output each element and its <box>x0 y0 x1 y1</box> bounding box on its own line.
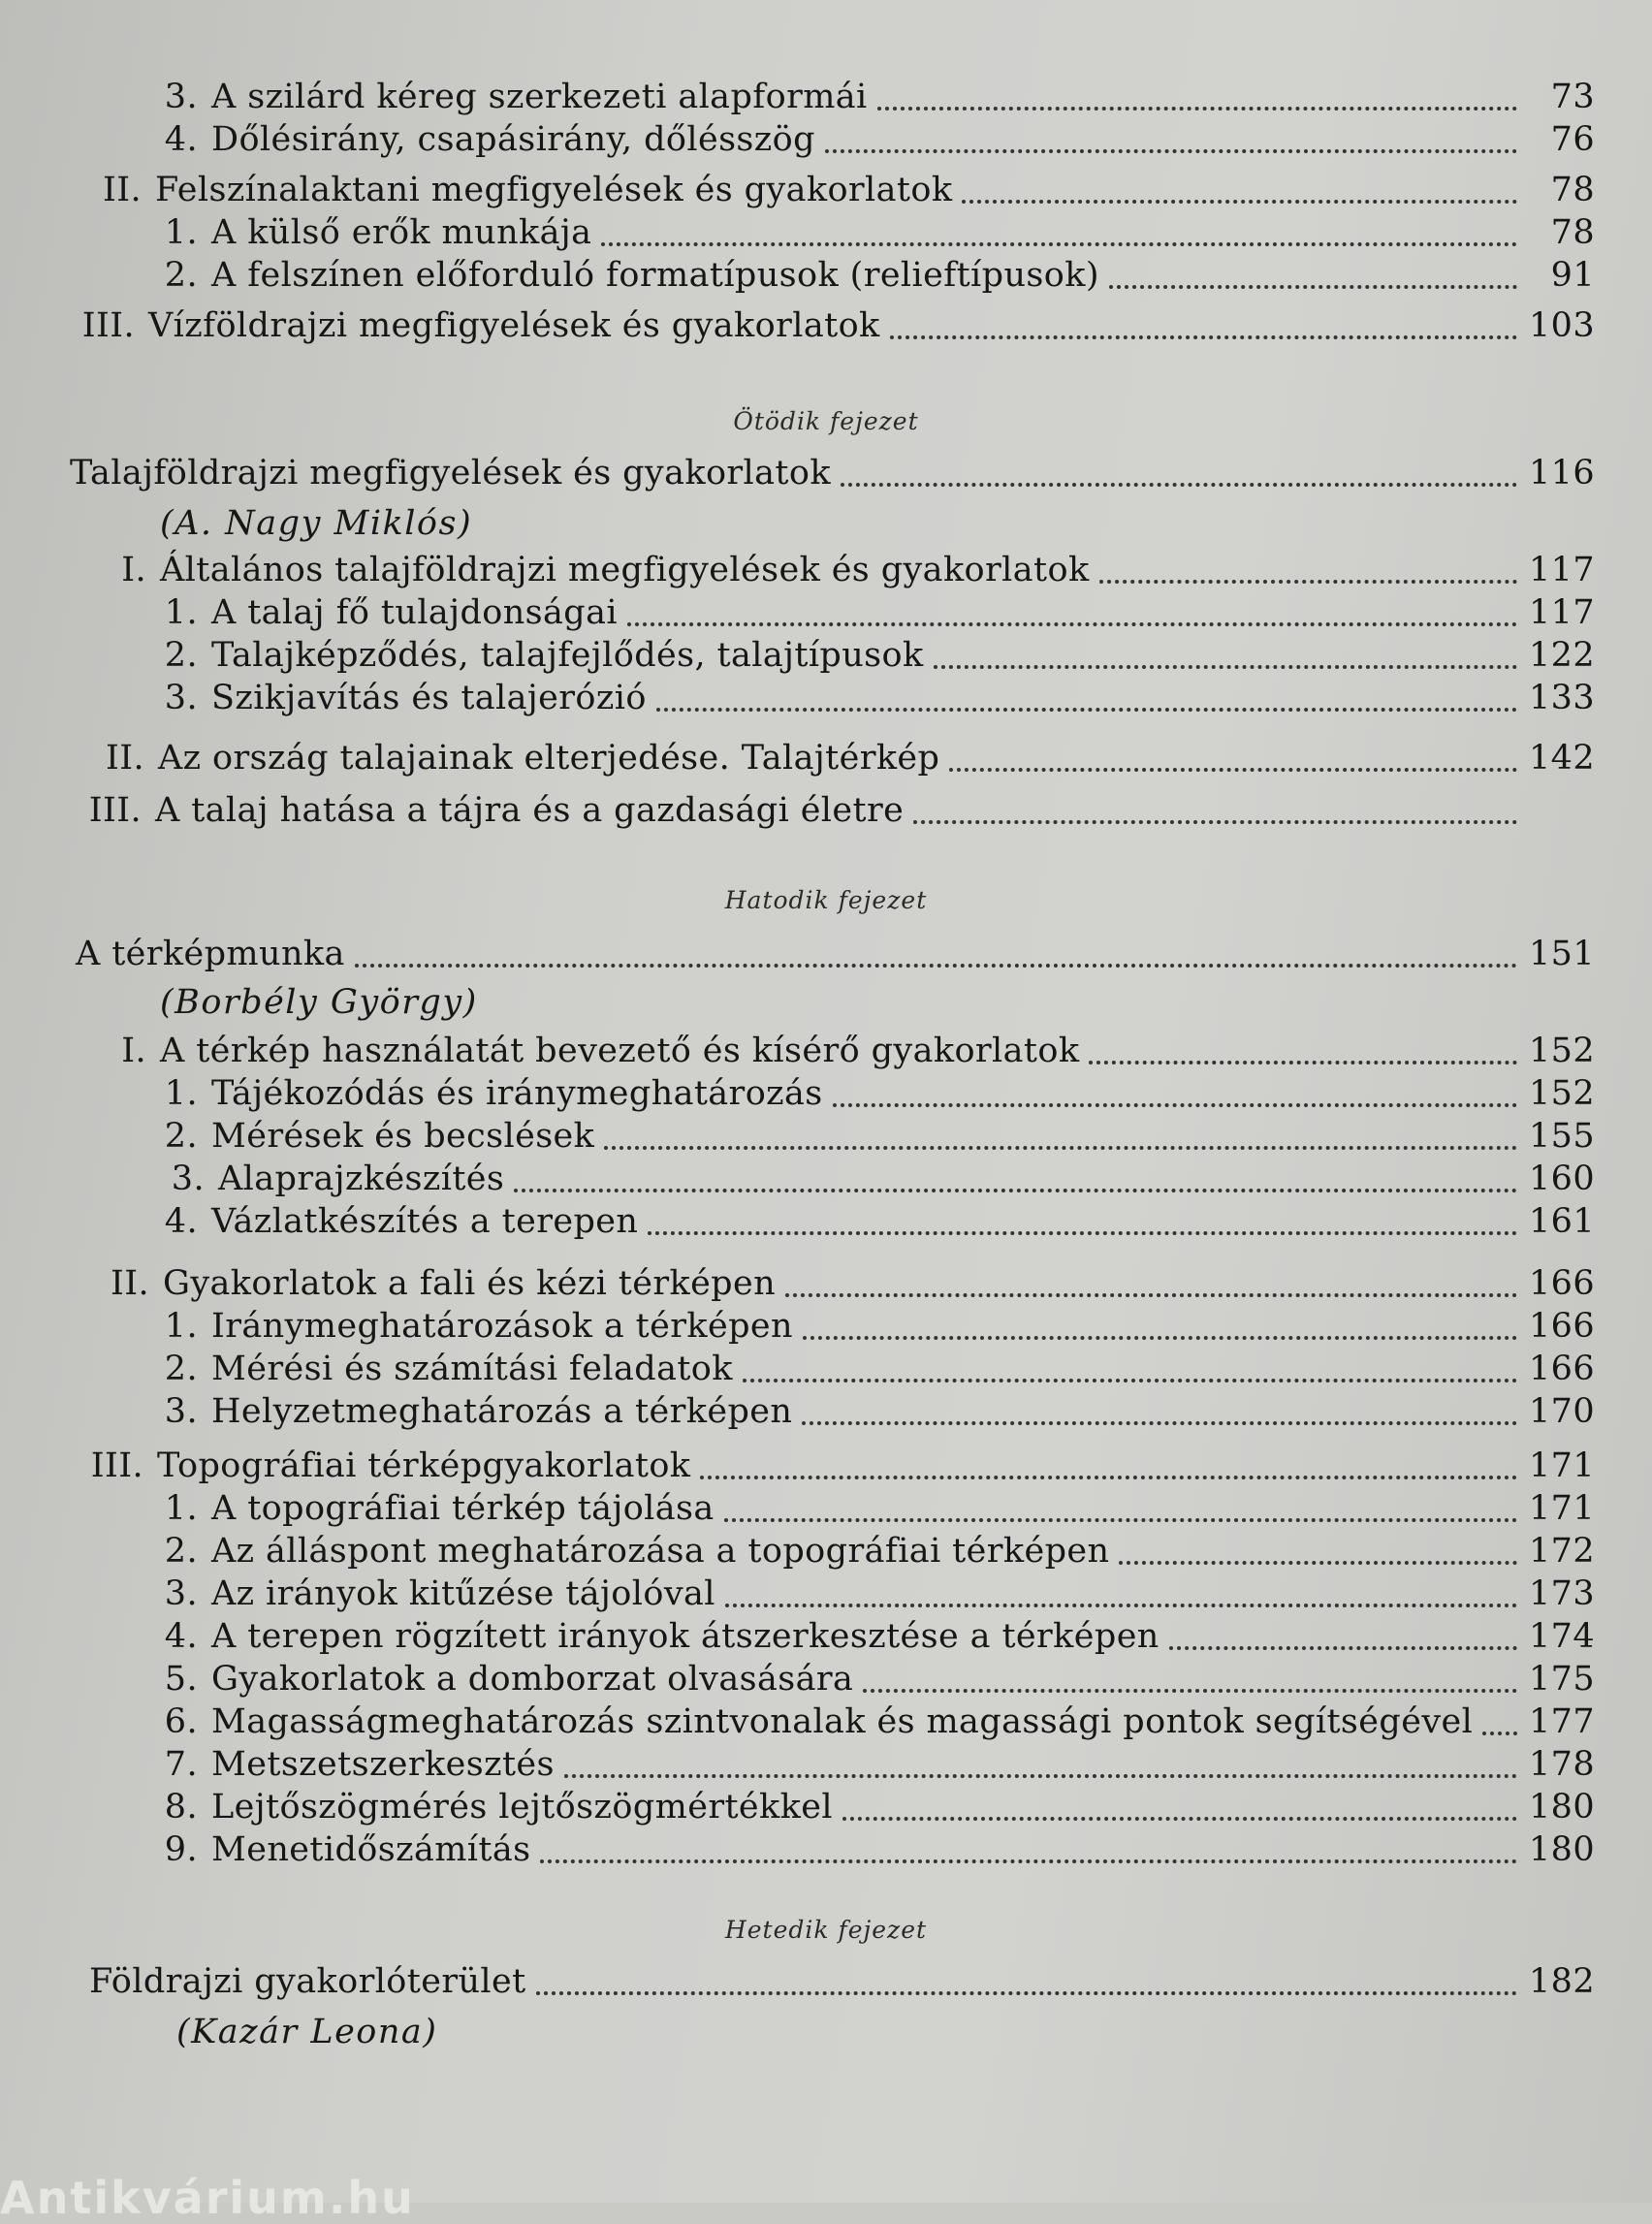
leader-dots <box>648 1231 1517 1235</box>
toc-entry <box>140 1392 1595 1435</box>
entry-title: Talajföldrajzi megfigyelések és gyakorlatok <box>70 454 831 492</box>
entry-page-number: 91 <box>1550 256 1595 295</box>
entry-number: 7. <box>164 1745 198 1784</box>
toc-entry <box>140 679 1595 721</box>
leader-dots <box>725 1604 1517 1607</box>
toc-entry <box>49 171 1595 213</box>
entry-number: 1. <box>164 1307 198 1346</box>
entry-number: 6. <box>164 1702 198 1741</box>
entry-title: Alaprajzkészítés <box>218 1160 505 1198</box>
entry-page-number: 178 <box>1528 1745 1595 1784</box>
entry-page-number: 171 <box>1528 1489 1595 1528</box>
toc-entry <box>60 1446 1595 1489</box>
leader-dots <box>1089 1061 1517 1064</box>
entry-title: Vázlatkészítés a terepen <box>211 1202 639 1241</box>
entry-number: 1. <box>164 1074 198 1113</box>
entry-title: Tájékozódás és iránymeghatározás <box>211 1074 823 1113</box>
entry-number: 2. <box>164 256 198 295</box>
entry-page-number: 175 <box>1528 1660 1595 1699</box>
author-name: (A. Nagy Miklós) <box>160 504 473 543</box>
toc-entry <box>140 1074 1595 1117</box>
entry-title: Felszínalaktani megfigyelések és gyakorlatok <box>155 171 953 209</box>
toc-entry <box>79 551 1595 593</box>
entry-page-number: 171 <box>1528 1446 1595 1485</box>
entry-page-number: 177 <box>1528 1702 1595 1741</box>
entry-page-number: 166 <box>1528 1307 1595 1346</box>
entry-number: 5. <box>164 1660 198 1699</box>
leader-dots <box>877 107 1517 111</box>
entry-page-number: 117 <box>1528 593 1595 632</box>
watermark: Antikvárium.hu <box>0 2172 415 2224</box>
entry-title: Gyakorlatok a domborzat olvasására <box>211 1660 854 1699</box>
toc-entry <box>140 636 1595 679</box>
chapter-heading: Ötödik fejezet <box>733 407 919 435</box>
toc-entry <box>49 791 1595 834</box>
entry-number: I. <box>121 551 146 589</box>
entry-number: 3. <box>164 78 198 116</box>
entry-page-number: 166 <box>1528 1264 1595 1303</box>
entry-title: A szilárd kéreg szerkezeti alapformái <box>211 78 868 116</box>
entry-number: II. <box>111 1264 149 1303</box>
entry-page-number: 152 <box>1528 1032 1595 1070</box>
entry-page-number: 161 <box>1528 1202 1595 1241</box>
toc-entry <box>140 593 1595 636</box>
entry-number: 4. <box>164 1202 198 1241</box>
entry-page-number: 116 <box>1528 454 1595 492</box>
leader-dots <box>962 200 1517 204</box>
entry-title: A külső erők munkája <box>211 213 592 252</box>
entry-number: 1. <box>164 1489 198 1528</box>
toc-entry <box>140 256 1595 299</box>
entry-number: 3. <box>164 1392 198 1431</box>
toc-entry <box>140 1617 1595 1660</box>
entry-page-number: 151 <box>1528 935 1595 973</box>
toc-entry <box>140 1307 1595 1350</box>
leader-dots <box>842 1817 1517 1821</box>
entry-number: 2. <box>164 636 198 675</box>
leader-dots <box>514 1189 1517 1192</box>
toc-entry <box>140 1117 1595 1160</box>
entry-title: Topográfiai térképgyakorlatok <box>157 1446 691 1485</box>
toc-entry <box>140 1350 1595 1392</box>
toc-entry <box>140 1702 1595 1745</box>
entry-page-number: 78 <box>1550 171 1595 209</box>
toc-entry <box>81 1264 1595 1307</box>
entry-title: Gyakorlatok a fali és kézi térképen <box>163 1264 777 1303</box>
leader-dots <box>890 335 1517 339</box>
entry-title: Helyzetmeghatározás a térképen <box>211 1392 793 1431</box>
entry-title: A felszínen előforduló formatípusok (relieftípusok) <box>211 256 1099 295</box>
toc-entry <box>146 1160 1595 1202</box>
toc-main-entry <box>70 454 1595 496</box>
entry-number: 4. <box>164 120 198 159</box>
entry-title: Mérések és becslések <box>211 1117 595 1156</box>
entry-number: 3. <box>164 679 198 717</box>
leader-dots <box>564 1774 1517 1778</box>
entry-number: 1. <box>164 593 198 632</box>
leader-dots <box>863 1689 1517 1693</box>
entry-page-number: 103 <box>1528 306 1595 345</box>
toc-main-entry <box>89 1962 1595 2005</box>
entry-title: Földrajzi gyakorlóterület <box>89 1962 526 2001</box>
toc-entry <box>140 78 1595 120</box>
leader-dots <box>724 1518 1517 1522</box>
leader-dots <box>743 1379 1517 1382</box>
toc-entry <box>49 306 1595 349</box>
entry-title: Mérési és számítási feladatok <box>211 1350 733 1388</box>
entry-title: Iránymeghatározások a térképen <box>211 1307 793 1346</box>
entry-title: Menetidőszámítás <box>211 1830 531 1869</box>
entry-title: A térképmunka <box>76 935 345 973</box>
entry-title: Talajképződés, talajfejlődés, talajtípusok <box>211 636 924 675</box>
toc-entry <box>140 1489 1595 1532</box>
author-name: (Kazár Leona) <box>176 2013 438 2051</box>
entry-page-number: 180 <box>1528 1788 1595 1827</box>
toc-entry <box>140 1745 1595 1788</box>
leader-dots <box>841 483 1517 487</box>
toc-entry <box>140 213 1595 256</box>
leader-dots <box>825 149 1517 153</box>
toc-entry <box>69 739 1595 781</box>
leader-dots <box>627 622 1517 626</box>
entry-page-number: 152 <box>1528 1074 1595 1113</box>
leader-dots <box>949 768 1517 772</box>
leader-dots <box>785 1293 1517 1297</box>
leader-dots <box>656 708 1517 712</box>
toc-entry <box>140 1574 1595 1617</box>
toc-entry <box>140 1202 1595 1245</box>
entry-title: Vízföldrajzi megfigyelések és gyakorlatok <box>148 306 880 345</box>
entry-page-number: 182 <box>1528 1962 1595 2001</box>
entry-number: 9. <box>164 1830 198 1869</box>
leader-dots <box>355 964 1517 968</box>
entry-number: 2. <box>164 1350 198 1388</box>
leader-dots <box>934 665 1517 669</box>
toc-entry <box>88 1032 1595 1074</box>
entry-number: 4. <box>164 1617 198 1656</box>
entry-page-number: 160 <box>1528 1160 1595 1198</box>
entry-page-number: 76 <box>1550 120 1595 159</box>
toc-entry <box>140 1660 1595 1702</box>
entry-title: Magasságmeghatározás szintvonalak és magassági pontok segítségével <box>211 1702 1474 1741</box>
entry-title: A térkép használatát bevezető és kísérő gyakorlatok <box>160 1032 1080 1070</box>
entry-number: 3. <box>171 1160 205 1198</box>
leader-dots <box>604 1146 1517 1150</box>
entry-page-number: 117 <box>1528 551 1595 589</box>
entry-page-number: 172 <box>1528 1532 1595 1571</box>
entry-page-number: 170 <box>1528 1392 1595 1431</box>
entry-title: Lejtőszögmérés lejtőszögmértékkel <box>211 1788 833 1827</box>
entry-title: Dőlésirány, csapásirány, dőlésszög <box>211 120 815 159</box>
entry-page-number: 174 <box>1528 1617 1595 1656</box>
entry-number: 1. <box>164 213 198 252</box>
author-name: (Borbély György) <box>160 983 478 1022</box>
entry-page-number: 78 <box>1550 213 1595 252</box>
entry-title: Az álláspont meghatározása a topográfiai térképen <box>211 1532 1110 1571</box>
entry-page-number: 166 <box>1528 1350 1595 1388</box>
leader-dots <box>601 242 1517 246</box>
chapter-heading: Hetedik fejezet <box>724 1916 928 1944</box>
toc-entry <box>140 120 1595 163</box>
leader-dots <box>802 1421 1517 1425</box>
entry-page-number: 173 <box>1528 1574 1595 1613</box>
entry-page-number: 122 <box>1528 636 1595 675</box>
entry-number: I. <box>121 1032 146 1070</box>
leader-dots <box>1169 1646 1517 1650</box>
entry-number: II. <box>106 739 144 778</box>
entry-title: Az irányok kitűzése tájolóval <box>211 1574 715 1613</box>
entry-title: A terepen rögzített irányok átszerkesztése a térképen <box>211 1617 1160 1656</box>
leader-dots <box>1099 580 1517 584</box>
entry-number: 8. <box>164 1788 198 1827</box>
leader-dots <box>803 1336 1517 1340</box>
entry-title: Általános talajföldrajzi megfigyelések és gyakorlatok <box>160 551 1090 589</box>
entry-title: Metszetszerkesztés <box>211 1745 555 1784</box>
leader-dots <box>700 1476 1517 1479</box>
entry-title: Az ország talajainak elterjedése. Talajtérkép <box>158 739 940 778</box>
entry-page-number: 133 <box>1528 679 1595 717</box>
leader-dots <box>540 1859 1517 1863</box>
entry-page-number: 142 <box>1528 739 1595 778</box>
entry-number: III. <box>90 1446 143 1485</box>
leader-dots <box>913 820 1517 824</box>
entry-number: III. <box>88 791 142 830</box>
entry-number: 2. <box>164 1117 198 1156</box>
entry-number: 3. <box>164 1574 198 1613</box>
toc-entry <box>140 1830 1595 1873</box>
toc-main-entry <box>76 935 1595 977</box>
entry-page-number: 73 <box>1550 78 1595 116</box>
entry-title: A topográfiai térkép tájolása <box>211 1489 715 1528</box>
entry-title: Szikjavítás és talajerózió <box>211 679 647 717</box>
entry-page-number: 180 <box>1528 1830 1595 1869</box>
leader-dots <box>536 1991 1517 1995</box>
entry-title: A talaj fő tulajdonságai <box>211 593 618 632</box>
leader-dots <box>1482 1732 1517 1735</box>
entry-number: II. <box>103 171 142 209</box>
leader-dots <box>1109 285 1517 289</box>
toc-entry <box>140 1788 1595 1830</box>
leader-dots <box>833 1103 1517 1107</box>
toc-entry <box>140 1532 1595 1574</box>
entry-number: III. <box>81 306 135 345</box>
chapter-heading: Hatodik fejezet <box>724 886 928 914</box>
leader-dots <box>1119 1561 1517 1565</box>
entry-number: 2. <box>164 1532 198 1571</box>
entry-page-number: 155 <box>1528 1117 1595 1156</box>
entry-title: A talaj hatása a tájra és a gazdasági életre <box>155 791 905 830</box>
